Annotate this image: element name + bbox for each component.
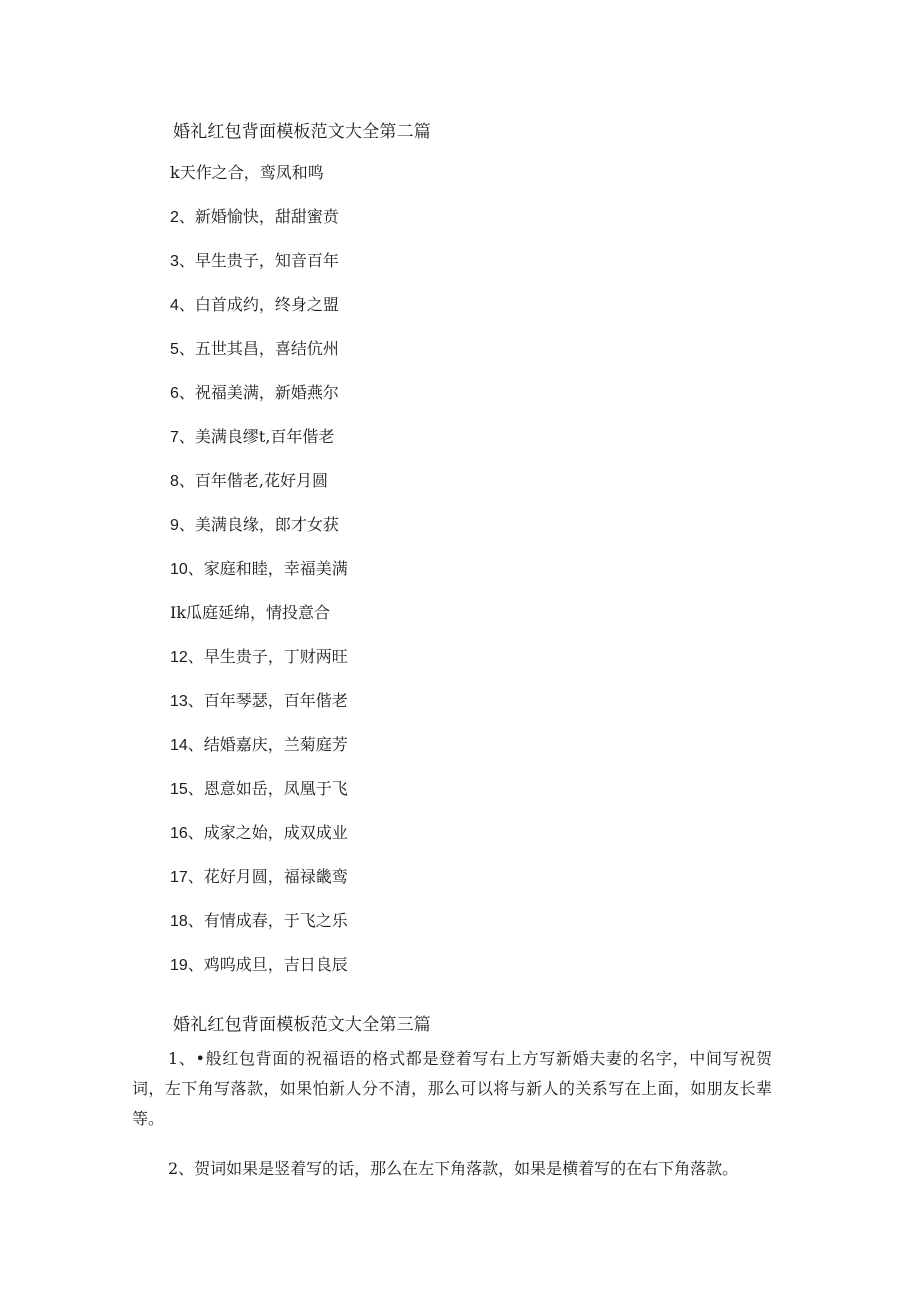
list-item [170,292,348,336]
list-item [170,468,348,512]
item-text: 、恩意如岳，凤凰于飞 [187,779,348,798]
list-item [170,160,348,204]
item-text: 、美满良缪t,百年偕老 [178,427,335,446]
list-item [170,820,348,864]
list-item [170,204,348,248]
list-item [170,952,348,996]
list-item [170,864,348,908]
item-text: k天作之合，鸾凤和鸣 [170,163,324,182]
item-text: 、早生贵子，知音百年 [178,251,339,270]
item-text: 、五世其昌，喜结伉州 [178,339,339,358]
list-item [170,908,348,952]
item-number: 15 [170,781,188,798]
item-text: 、鸡呜成旦，吉日良辰 [187,955,348,974]
item-number: 5 [170,341,179,358]
item-number: 14 [170,737,188,754]
section-3-heading: 婚礼红包背面模板范文大全第三篇 [173,1015,431,1035]
item-number: 7 [170,429,179,446]
list-item [170,424,348,468]
item-text: 、成家之始，成双成业 [187,823,348,842]
list-item [170,512,348,556]
item-number: 19 [170,957,188,974]
item-text: 、百年偕老,花好月圆 [178,471,328,490]
item-number: 10 [170,561,188,578]
item-number: 4 [170,297,179,314]
item-number: 17 [170,869,188,886]
item-number: 12 [170,649,188,666]
item-text: 、百年琴瑟，百年偕老 [187,691,348,710]
item-text: Ik瓜庭延绵，情投意合 [170,603,331,622]
paragraph-2: 2、贺词如果是竖着写的话，那么在左下角落款，如果是横着写的在右下角落款。 [168,1159,739,1178]
item-number: 8 [170,473,179,490]
list-item [170,600,348,644]
list-item [170,688,348,732]
item-number: 13 [170,693,188,710]
item-number: 18 [170,913,188,930]
item-number: 6 [170,385,179,402]
item-text: 、祝福美满，新婚燕尔 [178,383,339,402]
item-text: 、有情成春，于飞之乐 [187,911,348,930]
list-item [170,776,348,820]
list-item [170,248,348,292]
item-number: 3 [170,253,179,270]
item-text: 、早生贵子，丁财两旺 [187,647,348,666]
item-number: 16 [170,825,188,842]
item-number: 9 [170,517,179,534]
item-text: 、白首成约，终身之盟 [178,295,339,314]
list-item [170,380,348,424]
item-text: 、美满良缘，郎才女获 [178,515,339,534]
paragraph-1: 1、•般红包背面的祝福语的格式都是登着写右上方写新婚夫妻的名字，中间写祝贺词，左下角写落款，如果怕新人分不清，那么可以将与新人的关系写在上面，如朋友长辈等。 [132,1049,772,1128]
list-item [170,644,348,688]
item-number: 2 [170,209,179,226]
item-text: 、家庭和睦，幸福美满 [187,559,348,578]
list-item [170,556,348,600]
item-text: 、结婚嘉庆，兰菊庭芳 [187,735,348,754]
item-text: 、新婚愉快，甜甜蜜贲 [178,207,339,226]
list-item [170,336,348,380]
blessing-list [170,160,348,996]
item-text: 、花好月圆，福禄畿鸾 [187,867,348,886]
list-item [170,732,348,776]
section-2-heading: 婚礼红包背面模板范文大全第二篇 [173,122,431,142]
